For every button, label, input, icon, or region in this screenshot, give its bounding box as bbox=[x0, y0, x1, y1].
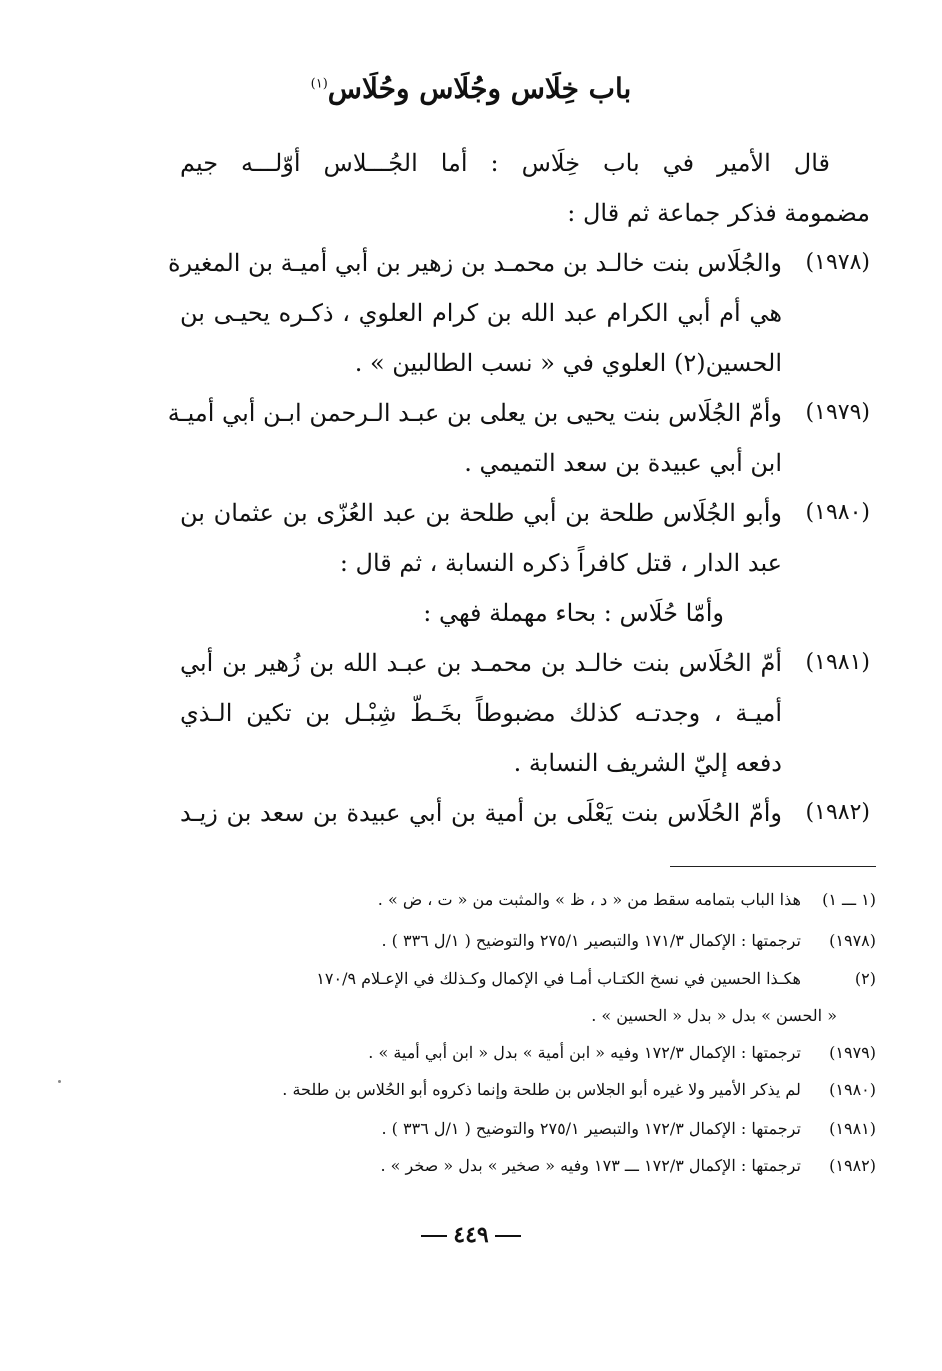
footnote bbox=[130, 888, 876, 912]
main-text bbox=[167, 138, 870, 838]
footnote-number: (١٩٨٢) bbox=[829, 1156, 876, 1175]
section-heading-hulas bbox=[180, 588, 870, 638]
entry-1979 bbox=[167, 388, 870, 488]
entry-line: عبد الدار ، قتل كافراً ذكره النسابة ، ثم قال : bbox=[339, 549, 782, 577]
footnote bbox=[130, 1078, 876, 1102]
page-number bbox=[0, 1222, 942, 1248]
footnote-text: هذا الباب بتمامه سقط من « د ، ظ » والمثبت من « ت ، ض » . bbox=[377, 890, 801, 909]
footnote-text: ترجمتها : الإكمال ١٧٢/٣ وفيه « ابن أمية » بدل « ابن أبي أمية » . bbox=[368, 1043, 801, 1062]
entry-line: دفعه إليّ الشريف النسابة . bbox=[513, 749, 782, 777]
intro-line-1: قال الأمير في باب خِلَاس : أما الجُـــلاس أوّلـــه جيم bbox=[180, 149, 830, 177]
dash-right bbox=[421, 1235, 447, 1237]
entry-line: الحسين(٢) العلوي في « نسب الطالبين » . bbox=[354, 349, 782, 377]
entry-number: (١٩٨٢) bbox=[805, 800, 870, 825]
entry-line: والجُلَاس بنت خالـد بن محمـد بن زهير بن أبي أميـة بن المغيرة bbox=[167, 249, 782, 277]
entry-1980 bbox=[180, 488, 870, 588]
dash-left bbox=[495, 1235, 521, 1237]
scan-speck bbox=[58, 1080, 61, 1083]
section-heading-line: وأمّا حُلَاس : بحاء مهملة فهي : bbox=[423, 599, 724, 627]
entry-line: أمّ الحُلَاس بنت خالـد بن محمـد بن عبـد الله بن زُهير بن أبي bbox=[180, 649, 782, 677]
footnote-text: لم يذكر الأمير ولا غيره أبو الجلاس بن طلحة وإنما ذكروه أبو الحُلاس بن طلحة . bbox=[282, 1080, 801, 1099]
footnote-text: ترجمتها : الإكمال ١٧٢/٣ والتبصير ٢٧٥/١ والتوضيح ( ١/ل ٣٣٦ ) . bbox=[381, 1119, 801, 1138]
entry-line: وأمّ الجُلَاس بنت يحيى بن يعلى بن عبـد الـرحمن ابـن أبي أميـة bbox=[167, 399, 782, 427]
footnote bbox=[130, 1154, 876, 1178]
entry-line: ابن أبي عبيدة بن سعد التميمي . bbox=[464, 449, 782, 477]
intro-line-2: مضمومة فذكر جماعة ثم قال : bbox=[567, 199, 870, 227]
title-footnote-marker: (١) bbox=[310, 76, 328, 92]
footnote-divider bbox=[670, 866, 876, 867]
footnote bbox=[130, 1041, 876, 1065]
footnote-number: (١٩٨١) bbox=[829, 1119, 876, 1138]
footnote-text: هكـذا الحسين في نسخ الكتـاب أمـا في الإكمال وكـذلك في الإعـلام ١٧٠/٩ bbox=[316, 969, 801, 988]
entry-number: (١٩٨٠) bbox=[805, 500, 870, 525]
entry-line: وأمّ الحُلَاس بنت يَعْلَى بن أمية بن أبي عبيدة بن سعد بن زيـد bbox=[180, 799, 782, 827]
entry-line: وأبو الجُلَاس طلحة بن أبي طلحة بن عبد العُزّى بن عثمان بن bbox=[180, 499, 782, 527]
footnote bbox=[130, 929, 876, 953]
footnote-number: (١٩٨٠) bbox=[829, 1080, 876, 1099]
chapter-title bbox=[0, 72, 942, 105]
footnote-continuation bbox=[591, 1004, 837, 1028]
footnote-number: (١٩٧٨) bbox=[829, 931, 876, 950]
chapter-title-text: باب خِلَاس وجُلَاس وحُلَاس bbox=[327, 72, 632, 105]
entry-1981 bbox=[180, 638, 870, 788]
footnote-number: (١ ـــ ١) bbox=[822, 890, 876, 909]
entry-number: (١٩٧٩) bbox=[805, 400, 870, 425]
entry-line: أميـة ، وجدتـه كذلك مضبوطاً بخَـطّ شِبْـل بن تكين الـذي bbox=[180, 699, 782, 727]
footnote-number: (١٩٧٩) bbox=[829, 1043, 876, 1062]
footnote-number: (٢) bbox=[854, 969, 876, 988]
page-number-text: ٤٤٩ bbox=[453, 1222, 489, 1248]
footnote bbox=[130, 967, 876, 991]
entry-1978 bbox=[167, 238, 870, 388]
entry-line: هي أم أبي الكرام عبد الله بن كرام العلوي ، ذكـره يحيـى بن bbox=[180, 299, 782, 327]
footnote-text: « الحسن » بدل « بدل « الحسين » . bbox=[591, 1006, 837, 1025]
entry-number: (١٩٧٨) bbox=[805, 250, 870, 275]
footnote-text: ترجمتها : الإكمال ١٧١/٣ والتبصير ٢٧٥/١ والتوضيح ( ١/ل ٣٣٦ ) . bbox=[381, 931, 801, 950]
footnote bbox=[130, 1117, 876, 1141]
footnote-text: ترجمتها : الإكمال ١٧٢/٣ ـــ ١٧٣ وفيه « صخير » بدل « صخر » . bbox=[380, 1156, 801, 1175]
entry-number: (١٩٨١) bbox=[805, 650, 870, 675]
entry-1982 bbox=[180, 788, 870, 838]
